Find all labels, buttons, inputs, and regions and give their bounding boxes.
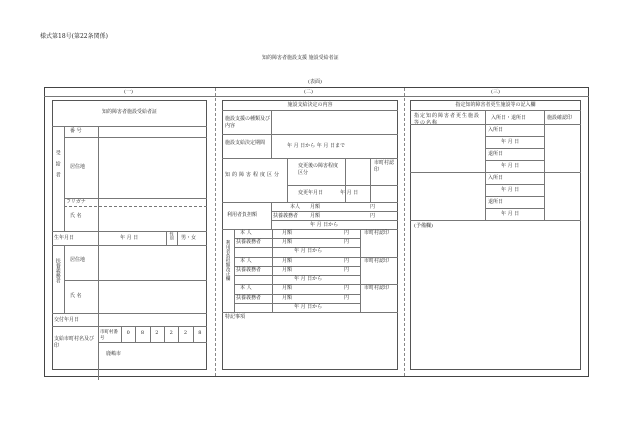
recipient-label: 受 給 者 [54, 150, 61, 177]
change-monthly: 月額 [282, 257, 293, 264]
issue-date-label: 交付年月日 [54, 317, 80, 323]
city-digit: 2 [169, 330, 173, 336]
move-type-label: 入所日 [488, 175, 504, 181]
change-yen: 円 [344, 239, 350, 246]
header-rule [44, 96, 589, 97]
change-monthly: 月額 [282, 294, 293, 301]
city-digit: 2 [155, 330, 159, 336]
period-value: 年 月 日から 年 月 日まで [287, 143, 345, 149]
move-date-value: 年 月 日 [501, 211, 520, 217]
move-date-value: 年 月 日 [501, 187, 520, 193]
city-seal-label: 市町村認印 [374, 160, 395, 173]
move-type-label: 入所日 [488, 127, 504, 133]
change-self-label: 本 人 [240, 257, 252, 264]
burden-guardian-label: 扶養義務者 [273, 213, 299, 219]
change-yen: 円 [344, 266, 350, 273]
change-self-label: 本 人 [240, 285, 252, 292]
move-date-value: 年 月 日 [501, 163, 520, 169]
panel3-heading: (三) [491, 89, 500, 95]
panel1-title: 知的障害者施設受給者証 [101, 109, 157, 115]
change-monthly: 月額 [282, 266, 293, 273]
burden-change-label: 利用者負担額改正欄 [225, 240, 231, 281]
burden-from-date: 年 月 日から [310, 222, 339, 228]
change-yen: 円 [344, 294, 350, 301]
change-from-date: 年 月 日から [294, 248, 323, 255]
change-from-date: 年 月 日から [294, 303, 323, 310]
change-city-seal: 市町村認印 [364, 285, 390, 292]
change-guardian-label: 扶養義務者 [236, 294, 262, 301]
notes-label: 特記事項 [225, 314, 246, 320]
city-label: 支給市町村名及び印 [54, 336, 95, 349]
sex-value: 男・女 [181, 235, 197, 241]
sex-label: 性別 [169, 232, 175, 240]
burden-guardian-monthly: 月額 [310, 213, 321, 219]
city-digit: 8 [198, 330, 202, 336]
city-digit: 8 [140, 330, 145, 336]
panel1-heading: (一) [124, 89, 133, 95]
panel2-title: 施設支給決定の内容 [287, 102, 333, 108]
change-city-seal: 市町村認印 [364, 230, 390, 236]
furigana-label: フリガナ [66, 199, 86, 205]
guardian-label: 扶養義務者 [54, 258, 61, 283]
fold-line-2 [404, 88, 405, 376]
birth-value: 年 月 日 [120, 235, 139, 241]
guardian-address-label: 居住地 [70, 257, 86, 263]
facility-name-label: 指定知的障害者更生施設等の名称 [414, 113, 481, 126]
move-in-out-label: 入所日・退所日 [491, 115, 527, 121]
change-yen: 円 [344, 285, 350, 292]
move-date-cells [485, 124, 544, 220]
period-label: 施設支給決定期間 [225, 140, 266, 146]
birth-label: 生年月日 [54, 235, 75, 241]
change-self-label: 本 人 [240, 230, 252, 236]
city-digit: 0 [126, 330, 130, 336]
city-digit: 2 [183, 330, 188, 336]
move-date-value: 年 月 日 [501, 139, 520, 145]
form-number: 様式第18号(第22条関係) [40, 33, 108, 40]
change-yen: 円 [344, 257, 350, 264]
recipient-name-label: 氏 名 [70, 213, 82, 219]
move-type-label: 退所日 [488, 199, 504, 205]
panel2-heading: (二) [304, 89, 313, 95]
burden-self-monthly: 月額 [310, 204, 321, 210]
document-title: 知的障害者施設支援 施設受給者証 [262, 55, 339, 61]
guardian-name-label: 氏 名 [70, 293, 82, 299]
recipient-address-label: 居住地 [70, 164, 86, 170]
burden-guardian-yen: 円 [370, 213, 376, 219]
change-yen: 円 [344, 230, 350, 236]
burden-label: 利用者負担額 [227, 212, 258, 218]
panel3-title: 指定知的障害者更生施設等の記入欄 [455, 102, 536, 108]
change-guardian-label: 扶養義務者 [236, 239, 262, 246]
move-type-label: 退所日 [488, 151, 504, 157]
burden-change-rows [234, 229, 398, 312]
change-guardian-label: 扶養義務者 [236, 266, 262, 273]
change-from-date: 年 月 日から [294, 276, 323, 283]
changed-class-label: 変更後の障害程度区分 [298, 163, 339, 176]
city-number-digits [121, 326, 207, 342]
burden-self-label: 本人 [290, 204, 301, 210]
burden-self-yen: 円 [370, 204, 376, 210]
change-date-label: 変更年月日 [298, 190, 324, 196]
change-monthly: 月額 [282, 230, 293, 236]
support-type-label: 施設支援の種類及び内容 [225, 116, 271, 129]
memo-label: (予備欄) [414, 223, 433, 229]
change-monthly: 月額 [282, 285, 293, 292]
side-label: (表面) [308, 79, 322, 85]
disability-class-label: 知的障害程度区分 [225, 172, 282, 178]
change-city-seal: 市町村認印 [364, 257, 390, 264]
facility-confirm-label: 施設確認印 [547, 115, 573, 121]
fold-line-1 [215, 88, 216, 376]
number-label: 番 号 [70, 128, 82, 134]
city-number-label: 市町村番号 [100, 330, 118, 341]
city-name: 鹿嶋市 [106, 351, 122, 357]
change-monthly: 月額 [282, 239, 293, 246]
change-date-value: 年 月 日 [340, 190, 359, 196]
